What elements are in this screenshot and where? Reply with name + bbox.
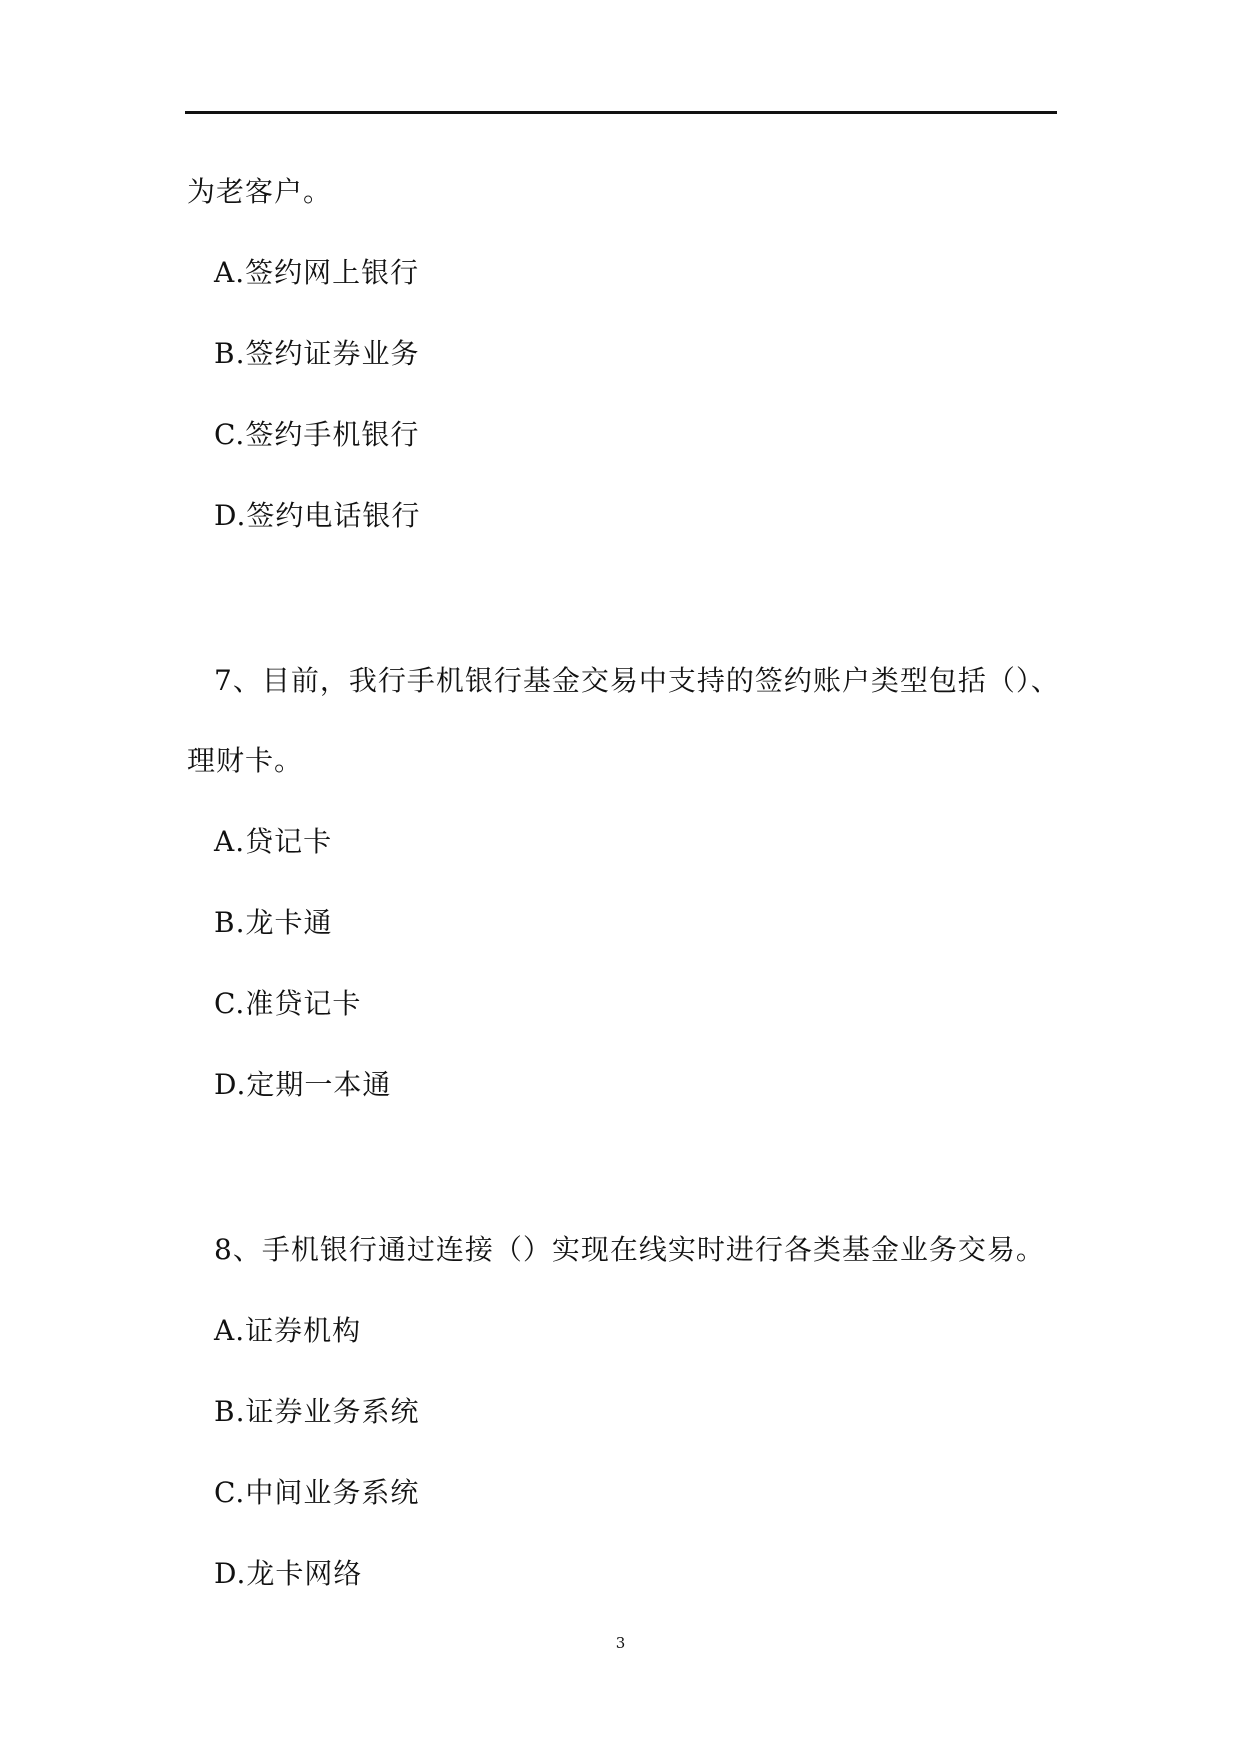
page-number: 3 xyxy=(615,1634,626,1652)
option-d: D.签约电话银行 xyxy=(214,499,421,532)
question-8-option-b: B.证券业务系统 xyxy=(214,1395,420,1428)
question-8-option-c: C.中间业务系统 xyxy=(214,1476,420,1509)
continuation-text: 为老客户。 xyxy=(187,175,333,208)
option-a: A.签约网上银行 xyxy=(214,256,420,289)
header-rule xyxy=(185,111,1057,114)
question-8-stem: 8、手机银行通过连接（）实现在线实时进行各类基金业务交易。 xyxy=(214,1233,1045,1266)
question-8-option-a: A.证券机构 xyxy=(214,1314,362,1347)
question-7-stem-continued: 理财卡。 xyxy=(187,744,304,777)
option-b: B.签约证券业务 xyxy=(214,337,420,370)
question-7-option-b: B.龙卡通 xyxy=(214,906,333,939)
question-8-option-d: D.龙卡网络 xyxy=(214,1557,363,1590)
option-c: C.签约手机银行 xyxy=(214,418,420,451)
question-7-option-c: C.准贷记卡 xyxy=(214,987,362,1020)
question-7-option-a: A.贷记卡 xyxy=(214,825,333,858)
question-7-stem: 7、目前，我行手机银行基金交易中支持的签约账户类型包括（）、 xyxy=(214,664,1060,697)
question-7-option-d: D.定期一本通 xyxy=(214,1068,392,1101)
